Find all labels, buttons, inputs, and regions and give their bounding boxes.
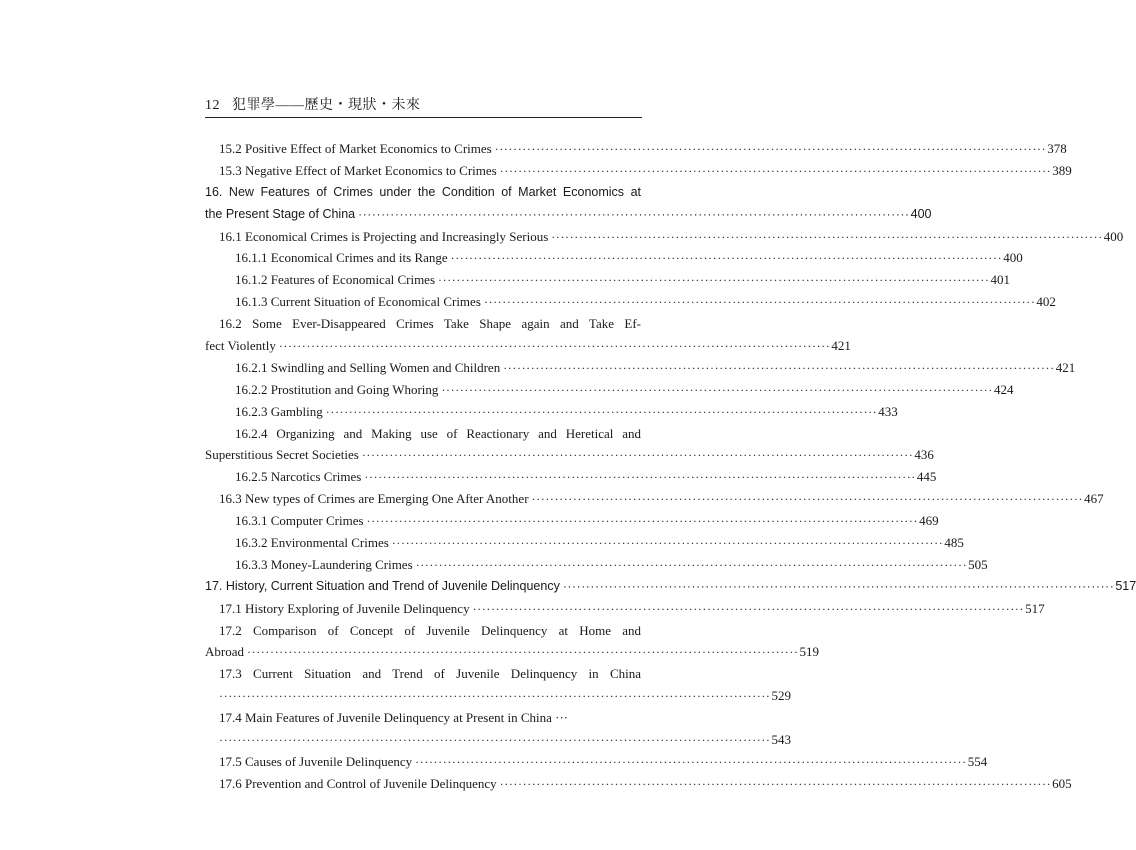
leader-dots: ························································································································ (247, 645, 799, 660)
toc-entry-line (205, 444, 934, 466)
toc-entry-title: 17. History, Current Situation and Trend of Juvenile Delinquency (205, 578, 560, 593)
toc-entry-title: 16.1.1 Economical Crimes and its Range (235, 250, 448, 266)
toc-entry-line (205, 182, 641, 204)
leader-dots: ························································································································ (415, 557, 968, 572)
toc-entry-page: 554 (967, 753, 988, 769)
toc-entry-page: 433 (878, 403, 898, 419)
toc-entry (205, 598, 1045, 620)
leader-dots: ························································································································ (391, 536, 944, 551)
toc-entry-page: 378 (1047, 141, 1067, 156)
leader-dots: ························································································································ (361, 448, 914, 463)
toc-entry-title: 17.1 History Exploring of Juvenile Delinquency (219, 600, 470, 616)
toc-entry (205, 247, 1023, 269)
toc-entry (205, 401, 898, 423)
toc-entry-page: 485 (944, 535, 964, 551)
toc-entry-title: 17.4 Main Features of Juvenile Delinquency at Present in China (219, 710, 552, 726)
toc-entry-title: 17.2 Comparison of Concept of Juvenile Delinquency at Home and (219, 622, 641, 638)
toc-entry-title: 16.3.3 Money-Laundering Crimes (235, 556, 413, 572)
header-page-number: 12 (205, 98, 220, 113)
toc-entry-title: 16. New Features of Crimes under the Condition of Market Economics at (205, 184, 641, 199)
leader-dots: ························································································································ (472, 601, 1025, 616)
toc-entry (205, 138, 1067, 160)
toc-entry-title-cont: Abroad (205, 644, 244, 660)
toc-entry (205, 466, 937, 488)
leader-dots: ························································································································ (219, 733, 771, 748)
toc-entry-page: 421 (1055, 359, 1076, 375)
toc-entry (205, 510, 939, 532)
leader-dots: ························································································································ (358, 206, 910, 221)
toc-entry-line (205, 685, 792, 707)
header-book-title: 犯罪學——歷史・現狀・未來 (232, 98, 421, 113)
toc-entry-page: 436 (914, 447, 934, 463)
leader-dots: ························································································································ (562, 578, 1115, 593)
toc-entry-page: 519 (799, 644, 820, 660)
toc-entry-title: 16.1.2 Features of Economical Crimes (235, 272, 436, 288)
toc-entry (205, 269, 1011, 291)
toc-entry-title: 17.6 Prevention and Control of Juvenile Delinquency (219, 775, 497, 791)
toc-entry (205, 160, 1072, 182)
leader-dots: ························································································································ (531, 492, 1084, 507)
toc-entry-line (205, 707, 641, 729)
toc-entry-line (205, 204, 932, 226)
toc-entry-title: 16.2.2 Prostitution and Going Whoring (235, 381, 439, 397)
leader-dots: ························································································································ (503, 360, 1055, 375)
toc-entry-title: 17.5 Causes of Juvenile Delinquency (219, 753, 413, 769)
toc-entry (205, 554, 988, 576)
leader-dots-trail: ··· (555, 710, 569, 726)
toc-entry-title: 16.3.2 Environmental Crimes (235, 535, 389, 551)
toc-entry-title: 16.3 New types of Crimes are Emerging One After Another (219, 491, 529, 507)
toc-entry-page: 424 (993, 381, 1014, 397)
toc-entry-page: 505 (968, 556, 988, 572)
toc-entry (205, 226, 1124, 248)
toc-entry (205, 751, 988, 773)
toc-entry-title: 16.2.5 Narcotics Crimes (235, 469, 362, 485)
toc-entry (205, 488, 1104, 510)
leader-dots: ························································································································ (325, 404, 878, 419)
toc-entry-page: 543 (771, 732, 792, 748)
toc-entry-title: 16.3.1 Computer Crimes (235, 513, 364, 529)
leader-dots: ························································································································ (499, 163, 1052, 178)
toc-entry-title: 15.2 Positive Effect of Market Economics to Crimes (219, 141, 492, 156)
toc-entry-page: 445 (916, 469, 937, 485)
leader-dots: ························································································································ (450, 251, 1003, 266)
toc-entry-page: 389 (1052, 162, 1072, 178)
toc-entry-title-cont: the Present Stage of China (205, 206, 356, 221)
toc-entry-line (205, 423, 641, 445)
leader-dots: ························································································································ (364, 470, 916, 485)
toc-entry-title: 16.2.4 Organizing and Making use of Reactionary and Heretical and (235, 425, 641, 441)
toc-entry-page: 469 (919, 513, 939, 529)
toc-entry-line (205, 663, 641, 685)
toc-entry-page: 529 (771, 688, 792, 704)
leader-dots: ························································································································ (551, 229, 1103, 244)
header-rule (205, 117, 642, 118)
toc-entry-line (205, 729, 792, 751)
toc-entry-page: 517 (1115, 578, 1136, 593)
leader-dots: ························································································································ (438, 273, 990, 288)
toc-entry-title: 16.2.3 Gambling (235, 403, 323, 419)
toc-entry (205, 773, 1072, 795)
leader-dots: ························································································································ (483, 295, 1036, 310)
leader-dots: ························································································································ (219, 689, 771, 704)
leader-dots: ························································································································ (415, 754, 967, 769)
toc-entry-page: 605 (1052, 775, 1072, 791)
toc-entry-page: 400 (1103, 228, 1124, 244)
running-header (205, 94, 642, 116)
toc-entry (205, 291, 1056, 313)
toc-entry-line (205, 335, 851, 357)
toc-entry (205, 379, 1014, 401)
toc-entry-title: 17.3 Current Situation and Trend of Juvenile Delinquency in China (219, 666, 641, 682)
toc-entry-page: 421 (831, 338, 851, 354)
toc-entry-title: 16.2 Some Ever-Disappeared Crimes Take Shape again and Take Ef- (219, 316, 641, 332)
toc-entry-line (205, 620, 641, 642)
toc-entry-title-cont: fect Violently (205, 338, 276, 354)
toc-entry-page: 400 (1003, 250, 1023, 266)
toc-entry-title: 16.1 Economical Crimes is Projecting and Increasingly Serious (219, 228, 549, 244)
toc-entry (205, 576, 1136, 598)
toc-entry-page: 467 (1084, 491, 1104, 507)
leader-dots: ························································································································ (494, 142, 1047, 156)
toc-entry-page: 401 (990, 272, 1011, 288)
toc-entry-page: 402 (1036, 294, 1056, 310)
table-of-contents (205, 138, 1136, 795)
toc-entry-title: 16.1.3 Current Situation of Economical Crimes (235, 294, 481, 310)
toc-entry-line (205, 313, 641, 335)
toc-entry-line (205, 641, 820, 663)
toc-entry (205, 532, 964, 554)
toc-entry-title: 15.3 Negative Effect of Market Economics to Crimes (219, 162, 497, 178)
toc-entry-title: 16.2.1 Swindling and Selling Women and Children (235, 359, 501, 375)
leader-dots: ························································································································ (366, 514, 919, 529)
toc-entry (205, 357, 1076, 379)
toc-entry-page: 517 (1025, 600, 1045, 616)
leader-dots: ························································································································ (441, 382, 993, 397)
leader-dots: ························································································································ (278, 339, 831, 354)
toc-entry-page: 400 (910, 206, 932, 221)
toc-entry-title-cont: Superstitious Secret Societies (205, 447, 359, 463)
leader-dots: ························································································································ (499, 776, 1052, 791)
